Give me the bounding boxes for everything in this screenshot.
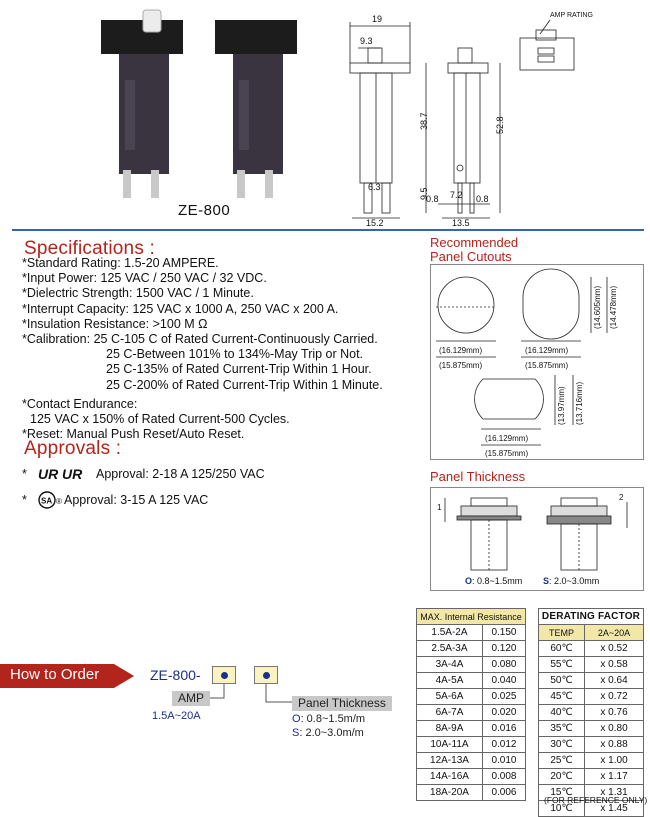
dim-width-top: 19 <box>372 14 383 24</box>
cut2-inner-dim: (15.875mm) <box>525 361 569 370</box>
table-cell: 55℃ <box>539 657 585 673</box>
dim-lead-right: 0.8 <box>476 194 489 204</box>
table-cell: 8A-9A <box>417 721 483 737</box>
order-model-code: ZE-800- <box>150 667 201 683</box>
table-cell: 0.012 <box>482 737 525 753</box>
derating-table <box>538 608 644 817</box>
dim-base-right: 13.5 <box>452 218 470 228</box>
spec-line: *Interrupt Capacity: 125 VAC x 1000 A, 250 VAC x 200 A. <box>22 301 339 316</box>
svg-text:®: ® <box>56 497 62 506</box>
specifications-title: Specifications : <box>24 238 155 259</box>
order-amp-tag: AMP <box>172 691 210 706</box>
derating-col-temp: TEMP <box>539 625 585 641</box>
table-cell: 0.016 <box>482 721 525 737</box>
table-cell: 35℃ <box>539 721 585 737</box>
spec-line: *Insulation Resistance: >100 M Ω <box>22 316 208 331</box>
panel-cutouts-drawing <box>431 265 645 461</box>
derating-col-factor: 2A~20A <box>585 625 644 641</box>
table-row <box>539 737 644 753</box>
table-cell: 0.006 <box>482 785 525 801</box>
spec-endurance-value: 125 VAC x 150% of Rated Current-500 Cycles. <box>30 412 290 427</box>
table-cell: 4A-5A <box>417 673 483 689</box>
table-cell: 60℃ <box>539 641 585 657</box>
table-row <box>539 641 644 657</box>
dim-height-body: 38.7 <box>419 112 429 130</box>
table-cell: x 0.88 <box>585 737 644 753</box>
table-cell: x 0.76 <box>585 705 644 721</box>
table-cell: x 0.52 <box>585 641 644 657</box>
svg-text:UR: UR <box>62 466 83 482</box>
thickness-o-label: O: 0.8~1.5mm <box>465 576 523 586</box>
spec-endurance-title: *Contact Endurance: <box>22 396 138 411</box>
table-row <box>417 785 526 801</box>
cut1-outer-dim: (16.129mm) <box>439 346 483 355</box>
table-row <box>539 769 644 785</box>
table-cell: 1.5A-2A <box>417 625 483 641</box>
table-cell: 25℃ <box>539 753 585 769</box>
approval-item-sa <box>22 491 208 509</box>
table-cell: 0.008 <box>482 769 525 785</box>
cut3-v-outer-dim: (13.97mm) <box>557 386 566 425</box>
table-cell: 2.5A-3A <box>417 641 483 657</box>
order-amp-slot <box>212 666 236 684</box>
table-cell: x 0.58 <box>585 657 644 673</box>
resistance-table-body <box>417 625 526 801</box>
table-cell: x 1.17 <box>585 769 644 785</box>
spec-calibration-line: 25 C-135% of Rated Current-Trip Within 1 Hour. <box>106 362 372 377</box>
table-row <box>539 673 644 689</box>
breaker-photo-left <box>101 10 183 198</box>
section-divider <box>12 229 644 231</box>
approval-star: * <box>22 467 27 481</box>
table-cell: 0.020 <box>482 705 525 721</box>
svg-text:UR: UR <box>38 466 59 482</box>
dim-base-left: 15.2 <box>366 218 384 228</box>
table-row <box>417 769 526 785</box>
table-row <box>417 625 526 641</box>
approval-text: Approval: 2-18 A 125/250 VAC <box>96 467 265 481</box>
approval-item-ur <box>22 466 265 482</box>
amp-rating-detail <box>516 8 636 78</box>
svg-text:SA: SA <box>41 496 53 506</box>
dim-terminal-width: 7.2 <box>450 190 463 200</box>
table-cell: 30℃ <box>539 737 585 753</box>
approval-star: * <box>22 493 27 507</box>
table-cell: 18A-20A <box>417 785 483 801</box>
product-caption: ZE-800 <box>178 202 231 219</box>
spec-line: *Standard Rating: 1.5-20 AMPERE. <box>22 256 219 270</box>
spec-line: *Dielectric Strength: 1500 VAC / 1 Minute. <box>22 286 254 301</box>
dimension-drawing <box>330 8 510 226</box>
table-cell: 6A-7A <box>417 705 483 721</box>
dim-terminal-len: 9.5 <box>419 187 429 200</box>
table-row <box>417 705 526 721</box>
dim-width-inner: 9.3 <box>360 36 373 46</box>
table-cell: 15℃ <box>539 785 585 801</box>
table-row <box>417 737 526 753</box>
spec-calibration-line: 25 C-200% of Rated Current-Trip Within 1 Minute. <box>106 377 383 392</box>
table-row <box>417 673 526 689</box>
breaker-photo-right <box>215 20 297 198</box>
thickness-s-label: S: 2.0~3.0mm <box>543 576 600 586</box>
cut2-v-inner-dim: (14.478mm) <box>609 285 618 329</box>
spec-line: *Calibration: 25 C-105 C of Rated Current-Continuously Carried. <box>22 332 378 347</box>
table-cell: x 0.80 <box>585 721 644 737</box>
table-cell: x 1.45 <box>585 801 644 817</box>
table-cell: 10℃ <box>539 801 585 817</box>
table-cell: 20℃ <box>539 769 585 785</box>
table-cell: 0.080 <box>482 657 525 673</box>
derating-table-title: DERATING FACTOR <box>539 609 644 625</box>
table-row <box>417 753 526 769</box>
order-amp-range: 1.5A~20A <box>152 710 201 722</box>
dim-lead-left: 0.8 <box>426 194 439 204</box>
spec-reset: *Reset: Manual Push Reset/Auto Reset. <box>22 427 245 442</box>
table-row <box>539 689 644 705</box>
slot-dot-icon <box>263 672 270 679</box>
table-row <box>539 753 644 769</box>
ur-logo-icon <box>38 466 96 482</box>
sa-logo-icon <box>38 491 64 509</box>
cut1-inner-dim: (15.875mm) <box>439 361 483 370</box>
table-cell: x 1.00 <box>585 753 644 769</box>
slot-dot-icon <box>221 672 228 679</box>
resistance-table <box>416 608 526 801</box>
table-cell: x 0.72 <box>585 689 644 705</box>
table-cell: 50℃ <box>539 673 585 689</box>
table-cell: 45℃ <box>539 689 585 705</box>
table-cell: 3A-4A <box>417 657 483 673</box>
approval-text: Approval: 3-15 A 125 VAC <box>64 493 209 507</box>
cut3-outer-dim: (16.129mm) <box>485 434 529 443</box>
order-panel-slot <box>254 666 278 684</box>
table-row <box>417 689 526 705</box>
table-cell: 0.025 <box>482 689 525 705</box>
cut3-v-inner-dim: (13.716mm) <box>575 381 584 425</box>
spec-calibration-line: 25 C-Between 101% to 134%-May Trip or Not. <box>106 347 364 362</box>
table-cell: 0.120 <box>482 641 525 657</box>
order-panel-o: O: 0.8~1.5m/m <box>292 713 366 725</box>
thickness-left-dim: 1 <box>437 503 442 512</box>
panel-thickness-drawing <box>431 488 645 592</box>
panel-cutouts-box <box>430 264 644 460</box>
table-row <box>539 705 644 721</box>
table-cell: 5A-6A <box>417 689 483 705</box>
approvals-title: Approvals : <box>24 438 122 459</box>
cut3-inner-dim: (15.875mm) <box>485 449 529 458</box>
how-to-order-label: How to Order <box>10 666 100 683</box>
table-cell: 12A-13A <box>417 753 483 769</box>
panel-cutouts-title: Recommended Panel Cutouts <box>430 235 519 264</box>
table-row <box>539 657 644 673</box>
cut2-v-outer-dim: (14.605mm) <box>593 285 602 329</box>
product-photos <box>95 10 305 200</box>
derating-table-body <box>539 641 644 817</box>
table-cell: x 0.64 <box>585 673 644 689</box>
order-panel-s: S: 2.0~3.0m/m <box>292 727 364 739</box>
table-cell: 0.150 <box>482 625 525 641</box>
thickness-right-dim: 2 <box>619 493 624 502</box>
spec-line: *Input Power: 125 VAC / 250 VAC / 32 VDC. <box>22 271 267 286</box>
table-cell: 14A-16A <box>417 769 483 785</box>
table-cell: 10A-11A <box>417 737 483 753</box>
table-row <box>539 721 644 737</box>
dim-terminal-gap: 6.3 <box>368 182 381 192</box>
table-cell: 0.010 <box>482 753 525 769</box>
table-cell: 0.040 <box>482 673 525 689</box>
table-cell: x 1.31 <box>585 785 644 801</box>
panel-thickness-title: Panel Thickness <box>430 469 526 484</box>
specifications-list <box>22 256 422 442</box>
amp-rating-label: AMP RATING <box>550 12 593 19</box>
panel-thickness-box <box>430 487 644 591</box>
cut2-outer-dim: (16.129mm) <box>525 346 569 355</box>
table-row <box>417 657 526 673</box>
table-row <box>417 641 526 657</box>
derating-note: (FOR REFERENCE ONLY) <box>544 795 648 805</box>
dim-height-total: 52.8 <box>495 116 505 134</box>
resistance-table-header: MAX. Internal Resistance <box>417 609 526 625</box>
table-row <box>417 721 526 737</box>
order-panel-tag: Panel Thickness <box>292 696 392 711</box>
table-cell: 40℃ <box>539 705 585 721</box>
